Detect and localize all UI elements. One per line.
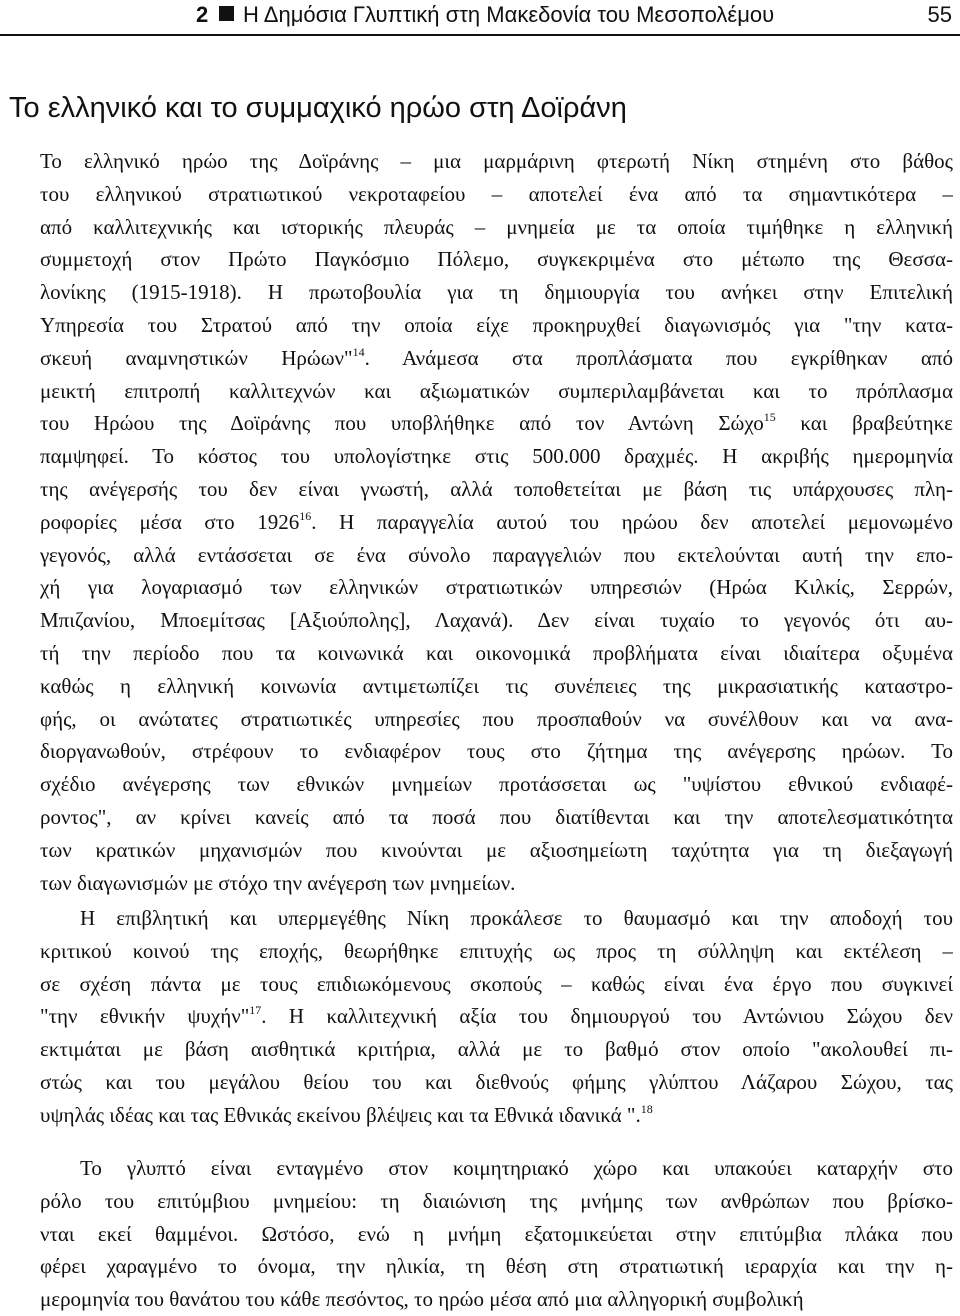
text-line: [40, 407, 953, 440]
text-line: στώς και του μεγάλου θείου του και διεθνούς φήμης γλύπτου Λάζαρου Σώχου, τας: [40, 1069, 953, 1094]
text-segment: και βραβεύτηκε: [775, 411, 953, 436]
text-segment: σκευή αναμνηστικών Ηρώων": [40, 345, 353, 370]
text-line: [40, 342, 953, 375]
text-line: Υπηρεσία του Στρατού από την οποία είχε προκηρυχθεί διαγωνισμός για "την κατα-: [40, 312, 953, 337]
section-title: Το ελληνικό και το συμμαχικό ηρώο στη Δοϊράνη: [9, 92, 627, 124]
text-line: φέρει χαραγμένο το όνομα, την ηλικία, τη θέση στη στρατιωτική ιεραρχία και την η-: [40, 1254, 953, 1279]
chapter-number: 2: [196, 2, 209, 27]
text-line: παμψηφεί. Το κόστος του υπολογίστηκε στις 500.000 δραχμές. Η ακριβής ημερομηνία: [40, 444, 953, 469]
text-segment: ροφορίες μέσα στο 1926: [40, 509, 300, 534]
text-line: εκτιμάται με βάση αισθητικά κριτήρια, αλλά με το βαθμό στον οποίο "ακολουθεί πι-: [40, 1037, 953, 1062]
running-header: [0, 0, 960, 36]
text-segment: "την εθνικήν ψυχήν": [40, 1004, 250, 1029]
text-segment: . Η καλλιτεχνική αξία του δημιουργού του Αντώνιου Σώχου δεν: [261, 1004, 953, 1029]
text-line: λονίκης (1915-1918). Η πρωτοβουλία για τη δημιουργία του ανήκει στην Επιτελική: [40, 280, 953, 305]
text-line: τή την περίοδο που τα κοινωνικά και οικονομικά προβλήματα είναι ιδιαίτερα οξυμένα: [40, 640, 953, 665]
footnote-marker: 17: [249, 1003, 262, 1018]
square-bullet-icon: [219, 6, 234, 21]
text-line: των κρατικών μηχανισμών που κινούνται με αξιοσημείωτη ταχύτητα για τη διεξαγωγή: [40, 837, 953, 862]
text-line: Η επιβλητική και υπερμεγέθης Νίκη προκάλεσε το θαυμασμό και την αποδοχή του: [80, 906, 953, 930]
text-line: Το γλυπτό είναι ενταγμένο στον κοιμητηριακό χώρο και υπακούει καταρχήν στο: [80, 1156, 953, 1180]
text-line: καθώς η ελληνική κοινωνία αντιμετωπίζει τις συνέπειες της μικρασιατικής καταστρο-: [40, 673, 953, 698]
text-line: από καλλιτεχνικής και ιστορικής πλευράς – μνημεία με τα οποία τιμήθηκε η ελληνική: [40, 214, 953, 239]
text-line: ροντος", αν κρίνει κανείς από τα ποσά που διατίθενται και την αποτελεσματικότητα: [40, 804, 953, 829]
text-line: σχέδιο ανέγερσης των εθνικών μνημείων προτάσσεται ως "υψίστου εθνικού ενδιαφέ-: [40, 772, 953, 797]
text-line: [40, 1000, 953, 1033]
text-line: συμμετοχή στον Πρώτο Παγκόσμιο Πόλεμο, συγκεκριμένα στο μέτωπο της Θεσσα-: [40, 247, 953, 272]
footnote-marker: 15: [763, 410, 776, 425]
text-line: γεγονός, αλλά εντάσσεται σε ένα σύνολο παραγγελιών που εκτελούνται αυτή την επο-: [40, 542, 953, 567]
text-line: μερομηνία του θανάτου του κάθε πεσόντος, το ηρώο μέσα από μια αλληγορική συμβολική: [40, 1287, 804, 1312]
text-line: των διαγωνισμών με στόχο την ανέγερση των μνημείων.: [40, 870, 516, 895]
text-line: νται εκεί θαμμένοι. Ωστόσο, ενώ η μνήμη εξατομικεύεται στην επιτύμβια πλάκα που: [40, 1221, 953, 1246]
text-segment: . Ανάμεσα στα προπλάσματα που εγκρίθηκαν από: [364, 345, 953, 370]
text-line: Το ελληνικό ηρώο της Δοϊράνης – μια μαρμάρινη φτερωτή Νίκη στημένη στο βάθος: [40, 149, 953, 173]
chapter-title: Η Δημόσια Γλυπτική στη Μακεδονία του Μεσοπολέμου: [243, 2, 775, 27]
text-line: διοργανωθούν, στρέφουν το ενδιαφέρον τους στο ζήτημα της ανέγερσης ηρώων. Το: [40, 739, 953, 764]
text-line: φής, οι ανώτατες στρατιωτικές υπηρεσίες που προσπαθούν να συνέλθουν και να ανα-: [40, 706, 953, 731]
paragraph-3: [40, 1152, 953, 1316]
text-segment: . Η παραγγελία αυτού του ηρώου δεν αποτελεί μεμονωμένο: [311, 509, 953, 534]
text-line: κριτικού κοινού της εποχής, θεωρήθηκε επιτυχής ως προς τη σύλληψη και εκτέλεση –: [40, 938, 953, 963]
text-line: [40, 506, 953, 539]
page-number: 55: [927, 2, 952, 27]
text-line: [40, 1099, 953, 1132]
text-line: χή για λογαριασμό των ελληνικών στρατιωτικών υπηρεσιών (Ηρώα Κιλκίς, Σερρών,: [40, 575, 953, 600]
text-line: μεικτή επιτροπή καλλιτεχνών και αξιωματικών συμπεριλαμβάνεται και το πρόπλασμα: [40, 378, 953, 403]
text-segment: υψηλάς ιδέας και τας Εθνικάς εκείνου βλέψεις και τα Εθνικά ιδανικά ".: [40, 1102, 641, 1127]
paragraph-1: [40, 145, 953, 899]
text-line: ρόλο του επιτύμβιου μνημείου: τη διαιώνιση της μνήμης των ανθρώπων που βρίσκο-: [40, 1188, 953, 1213]
text-segment: του Ηρώου της Δοϊράνης που υποβλήθηκε από τον Αντώνη Σώχο: [40, 411, 764, 436]
footnote-marker: 18: [640, 1101, 653, 1116]
footnote-marker: 14: [352, 344, 365, 359]
text-line: του ελληνικού στρατιωτικού νεκροταφείου – αποτελεί ένα από τα σημαντικότερα –: [40, 181, 953, 206]
text-line: της ανέγερσής του δεν είναι γνωστή, αλλά τοποθετείται με βάση τις υπάρχουσες πλη-: [40, 476, 953, 501]
text-line: Μπιζανίου, Μποεμίτσας [Αξιούπολης], Λαχανά). Δεν είναι τυχαίο το γεγονός ότι αυ-: [40, 608, 953, 633]
footnote-marker: 16: [299, 508, 312, 523]
text-line: σε σχέση πάντα με τους επιδιωκόμενους σκοπούς – καθώς είναι ένα έργο που συγκινεί: [40, 971, 953, 996]
paragraph-2: [40, 902, 953, 1132]
